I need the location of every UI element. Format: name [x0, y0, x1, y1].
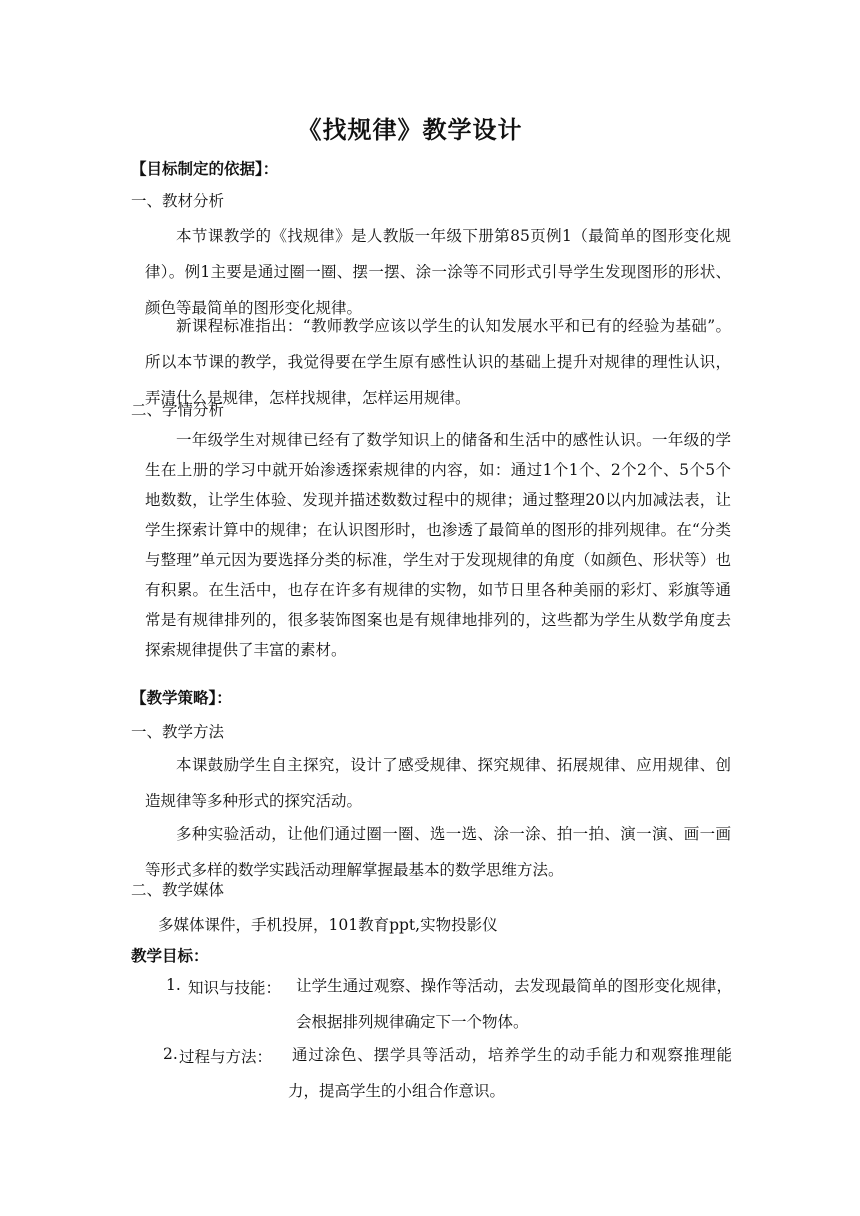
goal-1-number: 1.: [166, 976, 181, 994]
textbook-paragraph-2: 新课程标准指出：“教师教学应该以学生的认知发展水平和已有的经验为基础”。所以本节课的教学，我觉得要在学生原有感性认识的基础上提升对规律的理性认识，弄清什么是规律，怎样找规律，怎样运用规律。: [145, 317, 731, 407]
goal-1-label: 知识与技能：: [188, 979, 282, 997]
method-paragraph-1: 本课鼓励学生自主探究，设计了感受规律、探究规律、拓展规律、应用规律、创造规律等多种形式的探究活动。: [145, 756, 731, 810]
strategy-heading: 【教学策略】：: [131, 689, 232, 707]
goal-1-text: 让学生通过观察、操作等活动，去发现最简单的图形变化规律，会根据排列规律确定下一个物体。: [296, 977, 732, 1031]
media-paragraph: 多媒体课件，手机投屏，101教育ppt,实物投影仪: [158, 916, 498, 934]
basis-heading: 【目标制定的依据】：: [131, 160, 279, 178]
goal-2-text: 通过涂色、摆学具等活动，培养学生的动手能力和观察推理能力，提高学生的小组合作意识。: [288, 1046, 732, 1100]
textbook-heading: 一、教材分析: [131, 192, 225, 210]
learner-heading: 二、学情分析: [131, 401, 225, 419]
method-heading: 一、教学方法: [131, 723, 225, 741]
document-title: 《找规律》教学设计: [297, 116, 523, 144]
goal-2-label: 过程与方法：: [179, 1048, 273, 1066]
textbook-paragraph-1: 本节课教学的《找规律》是人教版一年级下册第85页例1（最简单的图形变化规律）。例1主要是通过圈一圈、摆一摆、涂一涂等不同形式引导学生发现图形的形状、颜色等最简单的图形变化规律。: [145, 227, 731, 317]
method-paragraph-2: 多种实验活动，让他们通过圈一圈、选一选、涂一涂、拍一拍、演一演、画一画等形式多样的数学实践活动理解掌握最基本的数学思维方法。: [145, 825, 731, 879]
learner-paragraph-1: 一年级学生对规律已经有了数学知识上的储备和生活中的感性认识。一年级的学生在上册的学习中就开始渗透探索规律的内容，如：通过1个1个、2个2个、5个5个地数数，让学生体验、发现并描述数数过程中的规律；通过整理20以内加减法表，让学生探索计算中的规律；在认识图形时，也渗透了最简单的图形的排列规律。在“分类与整理”单元因为要选择分类的标准，学生对于发现规律的角度（如颜色、形状等）也有积累。在生活中，也存在许多有规律的实物，如节日里各种美丽的彩灯、彩旗等通常是有规律排列的，很多装饰图案也是有规律地排列的，这些都为学生从数学角度去探索规律提供了丰富的素材。: [145, 431, 732, 659]
media-heading: 二、教学媒体: [131, 881, 225, 899]
goals-heading: 教学目标：: [131, 947, 209, 965]
goal-2-number: 2.: [163, 1045, 178, 1063]
